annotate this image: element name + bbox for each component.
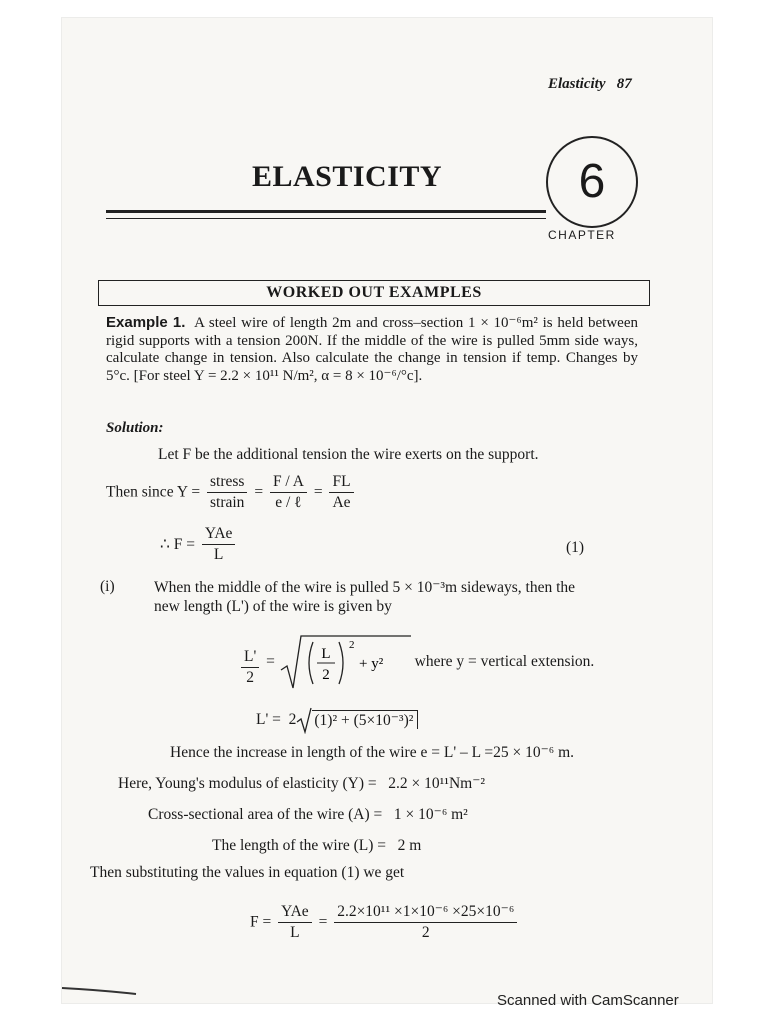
quantity-cross-section (148, 805, 468, 824)
quantity-value: 1 × 10⁻⁶ m² (393, 806, 468, 823)
quantity-young-modulus (118, 774, 485, 793)
camscanner-watermark: Scanned with CamScanner (497, 992, 679, 1009)
chapter-label: CHAPTER (548, 228, 616, 242)
full-length-equation (256, 706, 418, 734)
young-modulus-equation (106, 472, 357, 513)
example-text: A steel wire of length 2m and cross–section 1 × 10⁻⁶m² is held between rigid supports with a tension 200N. If the middle of the wire is pulled 5mm side ways, calculate change in tension. Also calculate the change in tension if temp. Changes by 5°c. [For steel Y = 2.2 × 10¹¹ N/m², α = 8 × 10⁻⁶/°c]. (106, 315, 638, 384)
force-area-fraction (270, 472, 307, 513)
stress-strain-fraction (207, 472, 247, 513)
vertical-extension-note: where y = vertical extension. (414, 653, 595, 670)
l-denominator: L (290, 924, 300, 941)
yae-numerator: YAe (202, 524, 236, 545)
scan-edge-mark (60, 980, 140, 996)
equals-sign: = (313, 483, 323, 501)
chapter-title: ELASTICITY (252, 160, 443, 193)
quantity-label: The length of the wire (L) = (212, 837, 387, 854)
inner-l-numerator: L (321, 646, 331, 662)
equals-sign: = (318, 913, 328, 931)
chapter-number-circle (546, 136, 638, 228)
example-label: Example 1. (106, 314, 186, 331)
force-lhs: F = (250, 913, 272, 931)
increase-in-length: Hence the increase in length of the wire e = L' – L =25 × 10⁻⁶ m. (170, 744, 574, 761)
quantity-value: 2.2 × 10¹¹Nm⁻² (388, 775, 486, 792)
sqrt-sign-icon (296, 706, 312, 734)
plus-y-squared: + y² (358, 656, 383, 672)
substitution-numerator: 2.2×10¹¹ ×1×10⁻⁶ ×25×10⁻⁶ (334, 902, 517, 923)
l-prime-numerator: L' (241, 647, 259, 668)
part-i-line-1: When the middle of the wire is pulled 5 × 10⁻³m sideways, then the (154, 579, 576, 596)
solution-heading: Solution: (106, 420, 164, 436)
yae-l-fraction (278, 902, 312, 943)
ae-denominator: Ae (332, 494, 351, 511)
coefficient-two: 2 (288, 711, 297, 728)
quantity-label: Cross-sectional area of the wire (A) = (148, 806, 383, 823)
half-length-fraction (241, 647, 259, 688)
part-i-line-2: new length (L') of the wire is given by (154, 598, 392, 615)
two-denominator: 2 (246, 668, 254, 686)
power-two: 2 (348, 639, 355, 651)
final-force-equation (250, 902, 520, 943)
fa-numerator: F / A (270, 472, 307, 493)
substitution-denominator: 2 (421, 924, 430, 941)
force-lead: ∴ F = (160, 536, 195, 553)
running-header (548, 76, 632, 93)
numeric-substitution-fraction (334, 902, 517, 943)
page-number: 87 (616, 76, 632, 92)
equals-sign: = (266, 653, 275, 670)
quantity-wire-length (212, 837, 421, 855)
sqrt-sign-icon (281, 636, 411, 688)
running-title: Elasticity (548, 76, 606, 92)
inner-two-denominator: 2 (322, 667, 330, 683)
left-paren-icon (309, 642, 313, 684)
fl-ae-fraction (329, 472, 353, 513)
stress-label: stress (207, 472, 247, 493)
equation-tag: (1) (566, 539, 585, 556)
yae-numerator: YAe (278, 902, 312, 923)
l-denominator: L (213, 546, 224, 563)
sqrt-expression (279, 632, 411, 692)
young-lead: Then since Y = (106, 483, 201, 501)
section-title-box (98, 280, 650, 306)
l-prime-lhs: L' = (256, 711, 281, 728)
force-equation (160, 524, 238, 565)
equals-sign: = (254, 483, 264, 501)
el-denominator: e / ℓ (275, 494, 302, 511)
strain-label: strain (209, 494, 245, 511)
solution-intro: Let F be the additional tension the wire exerts on the support. (158, 446, 539, 463)
chapter-rule-thin (106, 218, 546, 219)
section-title: WORKED OUT EXAMPLES (266, 284, 482, 301)
scanned-page (62, 18, 712, 1003)
chapter-rule-thick (106, 210, 546, 213)
quantity-label: Here, Young's modulus of elasticity (Y) = (118, 775, 377, 792)
chapter-number: 6 (578, 155, 606, 208)
right-paren-icon (339, 642, 343, 684)
example-1 (106, 314, 638, 385)
half-length-equation (238, 632, 594, 692)
sqrt-radicand: (1)² + (5×10⁻³)² (312, 710, 418, 729)
yae-l-fraction (202, 524, 236, 565)
fl-numerator: FL (329, 472, 353, 493)
part-i-marker: (i) (100, 578, 115, 595)
substitute-line: Then substituting the values in equation (1) we get (90, 864, 405, 881)
quantity-value: 2 m (397, 837, 422, 854)
